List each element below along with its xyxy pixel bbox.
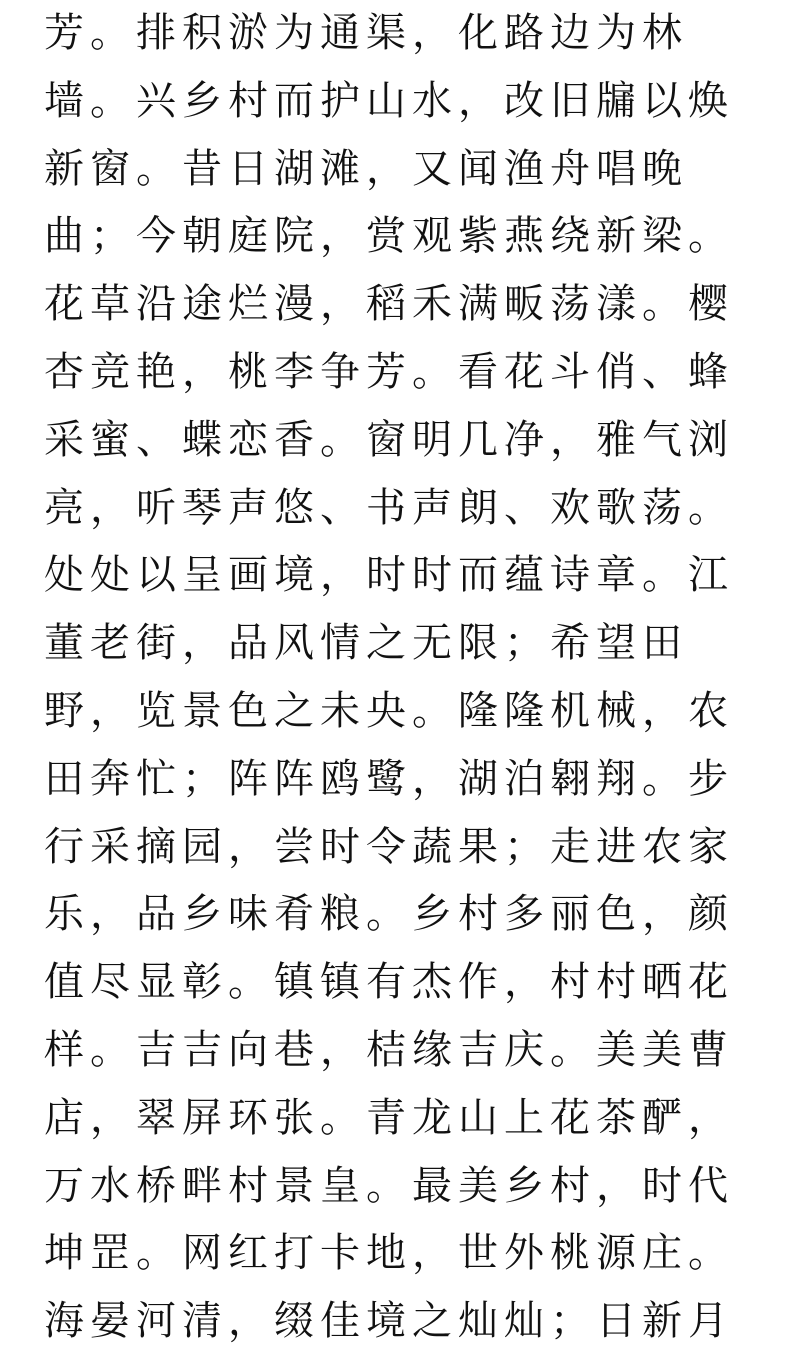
text-line-1: 芳。排积淤为通渠，化路边为林 bbox=[44, 10, 688, 56]
text-line-10: 董老街，品风情之无限；希望田 bbox=[44, 620, 688, 667]
text-line-3: 新窗。昔日湖滩，又闻渔舟唱晚 bbox=[44, 145, 688, 192]
text-line-14: 乐，品乡味肴粮。乡村多丽色，颜 bbox=[44, 891, 734, 938]
text-line-13: 行采摘园，尝时令蔬果；走进农家 bbox=[44, 823, 734, 870]
text-line-2: 墙。兴乡村而护山水，改旧牖以焕 bbox=[44, 77, 734, 124]
text-line-5: 花草沿途烂漫，稻禾满畈荡漾。樱 bbox=[44, 281, 734, 328]
text-line-12: 田奔忙；阵阵鸥鹭，湖泊翱翔。步 bbox=[44, 755, 734, 802]
text-line-17: 店，翠屏环张。青龙山上花茶酽， bbox=[44, 1094, 734, 1141]
text-line-7: 采蜜、蝶恋香。窗明几净，雅气浏 bbox=[44, 416, 734, 463]
text-line-9: 处处以呈画境，时时而蕴诗章。江 bbox=[44, 552, 734, 599]
text-line-11: 野，览景色之未央。隆隆机械，农 bbox=[44, 687, 734, 734]
text-line-16: 样。吉吉向巷，桔缘吉庆。美美曹 bbox=[44, 1026, 734, 1073]
text-line-19: 坤罡。网红打卡地，世外桃源庄。 bbox=[44, 1230, 734, 1277]
text-line-8: 亮，听琴声悠、书声朗、欢歌荡。 bbox=[44, 484, 734, 531]
text-line-15: 值尽显彰。镇镇有杰作，村村晒花 bbox=[44, 959, 734, 1006]
body-text bbox=[44, 0, 764, 1356]
text-line-20: 海晏河清，缀佳境之灿灿；日新月 bbox=[44, 1298, 734, 1345]
text-line-6: 杏竞艳，桃李争芳。看花斗俏、蜂 bbox=[44, 348, 734, 395]
text-line-18: 万水桥畔村景皇。最美乡村，时代 bbox=[44, 1162, 734, 1209]
text-line-4: 曲；今朝庭院，赏观紫燕绕新梁。 bbox=[44, 213, 734, 260]
